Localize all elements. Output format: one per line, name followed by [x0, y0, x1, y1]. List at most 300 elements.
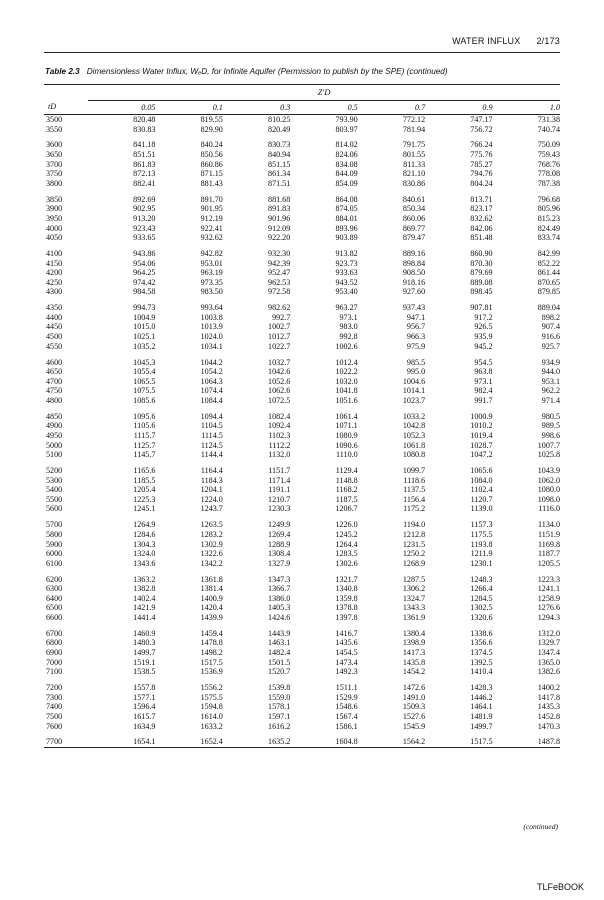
- influx-value-cell: 1452.8: [537, 711, 560, 721]
- running-head: [44, 36, 560, 50]
- influx-value-cell: 1074.4: [200, 386, 223, 396]
- influx-value-cell: 1312.0: [537, 628, 560, 638]
- influx-value-cell: 851.51: [133, 150, 156, 160]
- influx-value-cell: 1084.4: [200, 395, 223, 405]
- influx-value-cell: 851.48: [470, 233, 493, 243]
- influx-value-cell: 923.43: [133, 223, 156, 233]
- influx-value-cell: 772.12: [402, 115, 426, 124]
- influx-value-cell: 1175.5: [470, 529, 493, 539]
- table-row: [44, 169, 560, 179]
- influx-value-cell: 953.1: [541, 376, 560, 386]
- influx-value-cell: 759.43: [537, 150, 560, 160]
- influx-value-cell: 1137.5: [403, 485, 426, 495]
- influx-value-cell: 1400.9: [200, 593, 223, 603]
- td-cell: 4150: [46, 258, 63, 268]
- table-row: [44, 476, 560, 486]
- table-row: [44, 115, 560, 125]
- table-row: [44, 575, 560, 585]
- td-cell: 6700: [46, 628, 63, 638]
- influx-value-cell: 891.70: [200, 194, 223, 204]
- influx-value-cell: 1361.8: [200, 574, 223, 584]
- table-label: Table 2.3: [45, 67, 80, 76]
- influx-value-cell: 860.86: [200, 159, 223, 169]
- td-cell: 5200: [46, 466, 63, 476]
- influx-value-cell: 1402.4: [133, 593, 156, 603]
- influx-value-cell: 1062.0: [537, 475, 560, 485]
- influx-value-cell: 1596.4: [133, 702, 156, 712]
- influx-value-cell: 1347.3: [268, 574, 291, 584]
- influx-value-cell: 1034.1: [200, 341, 223, 351]
- influx-value-cell: 850.56: [200, 150, 223, 160]
- influx-value-cell: 1276.6: [537, 603, 560, 613]
- influx-value-cell: 1548.6: [335, 702, 358, 712]
- influx-value-cell: 874.05: [335, 204, 358, 214]
- column-header: 0.3: [223, 101, 290, 115]
- influx-value-cell: 963.27: [335, 303, 358, 313]
- td-cell: 5100: [46, 450, 63, 460]
- influx-value-cell: 1324.7: [402, 593, 426, 603]
- column-header: 0.7: [358, 101, 425, 115]
- td-cell: 5400: [46, 485, 63, 495]
- influx-value-cell: 991.7: [474, 395, 493, 405]
- influx-value-cell: 972.58: [268, 287, 291, 297]
- influx-value-cell: 1212.8: [402, 529, 426, 539]
- influx-value-cell: 1435.8: [402, 657, 426, 667]
- influx-value-cell: 1025.1: [133, 332, 156, 342]
- influx-value-cell: 1084.0: [470, 475, 493, 485]
- influx-value-cell: 747.17: [470, 115, 493, 124]
- influx-value-cell: 1035.2: [133, 341, 156, 351]
- influx-value-cell: 1062.6: [268, 386, 291, 396]
- influx-value-cell: 1223.3: [537, 574, 560, 584]
- influx-value-cell: 1478.8: [200, 638, 223, 648]
- influx-value-cell: 898.84: [402, 258, 426, 268]
- influx-value-cell: 1380.4: [402, 628, 426, 638]
- table-row: [44, 638, 560, 648]
- table-row: [44, 249, 560, 259]
- table-row: [44, 313, 560, 323]
- influx-value-cell: 1258.9: [537, 593, 560, 603]
- influx-value-cell: 1321.7: [335, 574, 358, 584]
- influx-value-cell: 1118.6: [403, 475, 426, 485]
- influx-value-cell: 881.43: [200, 178, 223, 188]
- influx-value-cell: 1397.8: [335, 612, 358, 622]
- influx-value-cell: 1002.6: [335, 341, 358, 351]
- table-row: [44, 549, 560, 559]
- table-row: [44, 594, 560, 604]
- influx-value-cell: 1010.2: [470, 421, 493, 431]
- td-cell: 4250: [46, 277, 63, 287]
- influx-value-cell: 1263.5: [200, 520, 223, 530]
- influx-value-cell: 1264.4: [335, 539, 358, 549]
- influx-value-cell: 842.06: [470, 223, 493, 233]
- table-row: [44, 667, 560, 677]
- influx-value-cell: 1165.6: [133, 466, 156, 476]
- influx-value-cell: 983.50: [200, 287, 223, 297]
- influx-value-cell: 901.95: [200, 204, 223, 214]
- influx-value-cell: 1327.9: [268, 558, 291, 568]
- influx-value-cell: 1306.2: [402, 584, 426, 594]
- influx-value-cell: 834.08: [335, 159, 358, 169]
- table-row: [44, 322, 560, 332]
- influx-value-cell: 1065.5: [133, 376, 156, 386]
- table-row: [44, 431, 560, 441]
- influx-value-cell: 916.6: [541, 332, 560, 342]
- influx-value-cell: 932.30: [268, 249, 291, 259]
- table-row: [44, 396, 560, 406]
- influx-value-cell: 1151.9: [538, 529, 560, 539]
- td-cell: 4800: [46, 395, 63, 405]
- influx-value-cell: 1224.0: [200, 494, 223, 504]
- influx-value-cell: 1517.5: [200, 657, 223, 667]
- influx-value-cell: 889.04: [537, 303, 560, 313]
- influx-value-cell: 998.6: [541, 431, 560, 440]
- td-cell: 7100: [46, 667, 63, 677]
- influx-value-cell: 860.06: [402, 213, 426, 223]
- influx-value-cell: 984.58: [133, 287, 156, 297]
- influx-value-cell: 884.01: [335, 213, 358, 223]
- influx-value-cell: 889.08: [470, 277, 493, 287]
- influx-value-cell: 1102.4: [470, 485, 493, 495]
- influx-value-cell: 1381.4: [200, 584, 223, 594]
- influx-value-cell: 1520.7: [268, 667, 291, 677]
- influx-value-cell: 1365.0: [537, 657, 560, 667]
- table-row: [44, 377, 560, 387]
- influx-value-cell: 1473.4: [335, 657, 358, 667]
- td-cell: 5300: [46, 475, 63, 485]
- influx-value-cell: 1435.6: [335, 638, 358, 648]
- influx-value-cell: 932.62: [200, 233, 223, 243]
- influx-value-cell: 1284.5: [470, 593, 493, 603]
- influx-value-cell: 992.7: [272, 312, 291, 322]
- influx-value-cell: 1283.5: [335, 549, 358, 559]
- td-cell: 6100: [46, 558, 63, 568]
- influx-value-cell: 1230.3: [268, 504, 291, 514]
- table-row: [44, 485, 560, 495]
- influx-value-cell: 1120.7: [470, 494, 493, 504]
- influx-value-cell: 892.69: [133, 194, 156, 204]
- influx-value-cell: 1386.0: [268, 593, 291, 603]
- influx-value-cell: 1302.6: [335, 558, 358, 568]
- table-row: [44, 629, 560, 639]
- influx-value-cell: 842.99: [537, 249, 560, 259]
- td-cell: 4050: [46, 233, 63, 243]
- influx-value-cell: 844.09: [335, 169, 358, 179]
- table-row: [44, 179, 560, 189]
- influx-value-cell: 1416.7: [335, 628, 358, 638]
- td-cell: 3750: [46, 169, 63, 179]
- table-row: [44, 332, 560, 342]
- influx-value-cell: 1366.7: [268, 584, 291, 594]
- influx-value-cell: 768.76: [537, 159, 560, 169]
- influx-value-cell: 793.90: [335, 115, 358, 124]
- table-row: [44, 613, 560, 623]
- influx-value-cell: 985.5: [406, 357, 426, 367]
- influx-value-cell: 829.90: [200, 124, 223, 134]
- influx-value-cell: 1105.6: [133, 421, 156, 431]
- influx-value-cell: 1446.2: [470, 692, 493, 702]
- influx-value-cell: 1194.0: [403, 520, 426, 530]
- influx-value-cell: 791.75: [402, 140, 426, 150]
- td-cell: 7500: [46, 711, 63, 721]
- influx-value-cell: 933.63: [335, 268, 358, 278]
- influx-value-cell: 1302.9: [200, 539, 223, 549]
- influx-value-cell: 830.86: [402, 178, 426, 188]
- influx-value-cell: 794.76: [470, 169, 493, 179]
- influx-value-cell: 1204.1: [200, 485, 223, 495]
- table-row: [44, 358, 560, 368]
- influx-value-cell: 945.2: [474, 341, 493, 351]
- influx-value-cell: 1487.8: [493, 737, 560, 747]
- influx-value-cell: 1329.7: [537, 638, 560, 648]
- influx-value-cell: 814.02: [335, 140, 358, 150]
- influx-value-cell: 1556.2: [200, 683, 223, 693]
- continued-note: (continued): [523, 822, 558, 831]
- td-cell: 5000: [46, 440, 63, 450]
- influx-value-cell: 898.45: [470, 287, 493, 297]
- influx-value-cell: 1498.2: [200, 648, 223, 658]
- influx-value-cell: 785.27: [470, 159, 493, 169]
- table-row: [44, 658, 560, 668]
- table-row: [44, 466, 560, 476]
- influx-value-cell: 1015.0: [133, 322, 156, 332]
- td-cell: 6800: [46, 638, 63, 648]
- influx-value-cell: 1007.7: [537, 440, 560, 450]
- influx-value-cell: 1043.9: [537, 466, 560, 476]
- influx-value-cell: 889.16: [402, 249, 426, 259]
- influx-value-cell: 1421.9: [133, 603, 156, 613]
- td-cell: 7000: [46, 657, 63, 667]
- influx-value-cell: 824.06: [335, 150, 358, 160]
- influx-value-cell: 1424.6: [268, 612, 291, 622]
- influx-value-cell: 1594.8: [200, 702, 223, 712]
- influx-value-cell: 787.38: [537, 178, 560, 188]
- td-cell: 5800: [46, 529, 63, 539]
- table-row: [44, 287, 560, 297]
- influx-value-cell: 1187.5: [335, 494, 358, 504]
- influx-value-cell: 1075.5: [133, 386, 156, 396]
- table-row: [44, 722, 560, 732]
- influx-value-cell: 962.53: [268, 277, 291, 287]
- influx-value-cell: 1324.0: [133, 549, 156, 559]
- influx-value-cell: 1210.7: [268, 494, 291, 504]
- influx-value-cell: 1065.6: [470, 466, 493, 476]
- influx-value-cell: 1616.2: [268, 721, 291, 731]
- influx-value-cell: 1454.2: [402, 667, 426, 677]
- influx-value-cell: 869.77: [402, 223, 426, 233]
- influx-value-cell: 1156.4: [403, 494, 426, 504]
- influx-value-cell: 1028.7: [470, 440, 493, 450]
- table-row: [44, 233, 560, 243]
- influx-value-cell: 963.19: [200, 268, 223, 278]
- influx-value-cell: 901.96: [268, 213, 291, 223]
- table-row: [44, 504, 560, 514]
- table-row: [44, 342, 560, 352]
- influx-value-cell: 872.13: [133, 169, 156, 179]
- influx-value-cell: 1470.3: [537, 721, 560, 731]
- header-rule: [44, 52, 560, 53]
- column-header: 0.9: [425, 101, 492, 115]
- influx-value-cell: 1110.0: [336, 450, 358, 460]
- influx-value-cell: 740.74: [537, 124, 560, 134]
- influx-value-cell: 1045.3: [133, 357, 156, 367]
- influx-value-cell: 1193.8: [470, 539, 493, 549]
- td-cell: 3950: [46, 213, 63, 223]
- influx-value-cell: 1191.1: [268, 485, 291, 495]
- influx-value-cell: 1080.8: [402, 450, 426, 460]
- influx-value-cell: 870.65: [537, 277, 560, 287]
- td-cell: 4300: [46, 287, 63, 297]
- td-cell: 6400: [46, 593, 63, 603]
- influx-value-cell: 893.96: [335, 223, 358, 233]
- influx-value-cell: 1012.7: [268, 332, 291, 342]
- table-row: [44, 150, 560, 160]
- influx-value-cell: 980.5: [541, 411, 560, 421]
- td-cell: 4950: [46, 431, 63, 440]
- influx-value-cell: 975.9: [406, 341, 426, 351]
- influx-value-cell: 819.55: [200, 115, 223, 124]
- influx-value-cell: 1099.7: [402, 466, 426, 476]
- influx-value-cell: 983.0: [339, 322, 358, 332]
- influx-value-cell: 1052.6: [268, 376, 291, 386]
- influx-value-cell: 963.8: [474, 367, 493, 377]
- td-cell: 4900: [46, 421, 63, 431]
- influx-value-cell: 1382.6: [537, 667, 560, 677]
- influx-value-cell: 820.49: [268, 124, 291, 134]
- influx-value-cell: 1013.9: [200, 322, 223, 332]
- td-cell: 7300: [46, 692, 63, 702]
- influx-value-cell: 1322.6: [200, 549, 223, 559]
- influx-value-cell: 1480.3: [133, 638, 156, 648]
- zd-group-header: Z′D: [88, 85, 560, 101]
- influx-value-cell: 1359.8: [335, 593, 358, 603]
- influx-value-cell: 1231.5: [402, 539, 426, 549]
- td-cell: 7200: [46, 683, 63, 693]
- td-cell: 3550: [46, 124, 63, 134]
- influx-value-cell: 1205.4: [133, 485, 156, 495]
- influx-value-cell: 1169.8: [538, 539, 560, 549]
- td-cell: 6600: [46, 612, 63, 622]
- td-cell: 4100: [46, 249, 63, 259]
- influx-value-cell: 974.42: [133, 277, 156, 287]
- influx-value-cell: 913.82: [335, 249, 358, 259]
- td-cell: 5500: [46, 494, 63, 504]
- influx-value-cell: 1460.9: [133, 628, 156, 638]
- influx-value-cell: 879.69: [470, 268, 493, 278]
- td-cell: 4500: [46, 332, 63, 342]
- influx-value-cell: 1047.2: [470, 450, 493, 460]
- influx-value-cell: 1509.3: [402, 702, 426, 712]
- influx-value-cell: 1320.6: [470, 612, 493, 622]
- td-cell: 5900: [46, 539, 63, 549]
- influx-value-cell: 1139.0: [470, 504, 493, 514]
- influx-value-cell: 1095.6: [133, 411, 156, 421]
- td-cell: 4650: [46, 367, 63, 377]
- influx-value-cell: 1439.9: [200, 612, 223, 622]
- influx-value-cell: 891.83: [268, 204, 291, 214]
- influx-value-cell: 1343.3: [402, 603, 426, 613]
- influx-value-cell: 1157.3: [470, 520, 493, 530]
- influx-value-cell: 1206.7: [335, 504, 358, 514]
- influx-value-cell: 1400.2: [537, 683, 560, 693]
- influx-value-cell: 804.24: [470, 178, 493, 188]
- influx-value-cell: 1283.2: [200, 529, 223, 539]
- influx-value-cell: 830.73: [268, 140, 291, 150]
- influx-value-cell: 1615.7: [133, 711, 156, 721]
- influx-value-cell: 879.85: [537, 287, 560, 297]
- influx-value-cell: 907.81: [470, 303, 493, 313]
- running-head-page: 2/173: [536, 36, 560, 46]
- influx-value-cell: 922.20: [268, 233, 291, 243]
- influx-value-cell: 1428.3: [470, 683, 493, 693]
- influx-value-cell: 1557.8: [133, 683, 156, 693]
- table-row: [44, 259, 560, 269]
- table-row: [44, 559, 560, 569]
- influx-value-cell: 1597.1: [268, 711, 291, 721]
- table-row: [44, 140, 560, 150]
- influx-value-cell: 1114.5: [201, 431, 223, 440]
- influx-value-cell: 907.4: [541, 322, 560, 332]
- td-cell: 6300: [46, 584, 63, 594]
- table-row: [44, 195, 560, 205]
- influx-value-cell: 1022.7: [268, 341, 291, 351]
- influx-value-cell: 852.22: [537, 258, 560, 268]
- influx-value-cell: 841.18: [133, 140, 156, 150]
- influx-value-cell: 1374.5: [470, 648, 493, 658]
- influx-value-cell: 1575.5: [200, 692, 223, 702]
- table-row: [44, 584, 560, 594]
- influx-value-cell: 1094.4: [200, 411, 223, 421]
- influx-value-cell: 1033.2: [402, 411, 426, 421]
- td-cell: 4200: [46, 268, 63, 278]
- influx-value-cell: 820.48: [133, 115, 156, 124]
- table-row: [44, 204, 560, 214]
- influx-value-cell: 1454.5: [335, 648, 358, 658]
- influx-value-cell: 1080.0: [537, 485, 560, 495]
- influx-value-cell: 1052.3: [402, 431, 426, 440]
- influx-value-cell: 918.16: [402, 277, 426, 287]
- influx-value-cell: 1004.6: [402, 376, 426, 386]
- influx-value-cell: 750.09: [537, 140, 560, 150]
- influx-value-cell: 942.82: [200, 249, 223, 259]
- influx-value-cell: 982.62: [268, 303, 291, 313]
- influx-value-cell: 903.89: [335, 233, 358, 243]
- influx-value-cell: 947.1: [406, 312, 426, 322]
- influx-value-cell: 879.47: [402, 233, 426, 243]
- influx-value-cell: 1340.8: [335, 584, 358, 594]
- influx-value-cell: 870.30: [470, 258, 493, 268]
- influx-value-cell: 1308.4: [268, 549, 291, 559]
- influx-value-cell: 1184.3: [200, 475, 223, 485]
- influx-value-cell: 824.49: [537, 223, 560, 233]
- influx-value-cell: 1041.8: [335, 386, 358, 396]
- influx-value-cell: 1230.1: [470, 558, 493, 568]
- influx-value-cell: 1511.1: [335, 683, 358, 693]
- influx-value-cell: 1499.7: [470, 721, 493, 731]
- influx-value-cell: 927.60: [402, 287, 426, 297]
- influx-value-cell: 1392.5: [470, 657, 493, 667]
- td-cell: 7600: [46, 721, 63, 731]
- influx-value-cell: 1363.2: [133, 574, 156, 584]
- influx-value-cell: 954.5: [474, 357, 493, 367]
- table-row: [44, 702, 560, 712]
- influx-value-cell: 1405.3: [268, 603, 291, 613]
- td-cell: 4350: [46, 303, 63, 313]
- influx-value-cell: 833.74: [537, 233, 560, 243]
- influx-value-cell: 1652.4: [155, 737, 222, 747]
- influx-value-cell: 811.33: [403, 159, 426, 169]
- influx-value-cell: 840.24: [200, 140, 223, 150]
